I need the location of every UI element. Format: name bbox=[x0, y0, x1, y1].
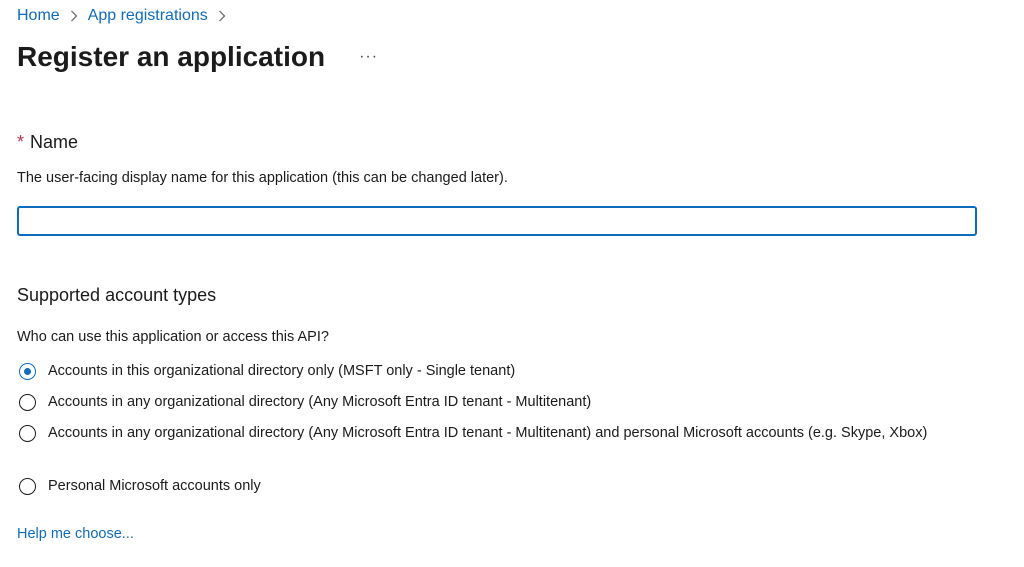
breadcrumb bbox=[17, 7, 236, 25]
page-title: Register an application bbox=[17, 41, 326, 72]
radio-label: Accounts in this organizational directory only (MSFT only - Single tenant) bbox=[48, 363, 516, 379]
more-options-button[interactable]: ··· bbox=[355, 38, 382, 76]
radio-label: Personal Microsoft accounts only bbox=[48, 478, 261, 494]
breadcrumb-app-registrations-link[interactable]: App registrations bbox=[87, 7, 208, 24]
radio-label: Accounts in any organizational directory (Any Microsoft Entra ID tenant - Multitenant) and personal Microsoft accounts (e.g. Skype, Xbox) bbox=[48, 425, 928, 441]
supported-account-types-heading: Supported account types bbox=[17, 285, 217, 305]
account-type-option-multitenant-personal[interactable] bbox=[19, 424, 979, 444]
breadcrumb-home-link[interactable]: Home bbox=[17, 7, 60, 24]
radio-button[interactable] bbox=[19, 394, 36, 411]
required-marker: * bbox=[17, 132, 25, 152]
help-me-choose-link[interactable]: Help me choose... bbox=[17, 526, 134, 542]
account-type-option-personal-only[interactable] bbox=[19, 477, 979, 497]
name-input[interactable] bbox=[17, 206, 977, 236]
account-type-option-multitenant[interactable] bbox=[19, 393, 979, 413]
radio-button[interactable] bbox=[19, 425, 36, 442]
chevron-right-icon bbox=[218, 10, 226, 22]
account-types-question: Who can use this application or access this API? bbox=[17, 329, 329, 345]
radio-button-checked[interactable] bbox=[19, 363, 36, 380]
account-type-option-single-tenant[interactable] bbox=[19, 362, 979, 382]
name-field-label bbox=[17, 132, 78, 153]
name-field-description: The user-facing display name for this application (this can be changed later). bbox=[17, 170, 508, 186]
radio-label: Accounts in any organizational directory (Any Microsoft Entra ID tenant - Multitenant) bbox=[48, 394, 592, 410]
chevron-right-icon bbox=[70, 10, 78, 22]
radio-button[interactable] bbox=[19, 478, 36, 495]
title-row bbox=[17, 38, 382, 76]
name-label-text: Name bbox=[30, 132, 79, 152]
